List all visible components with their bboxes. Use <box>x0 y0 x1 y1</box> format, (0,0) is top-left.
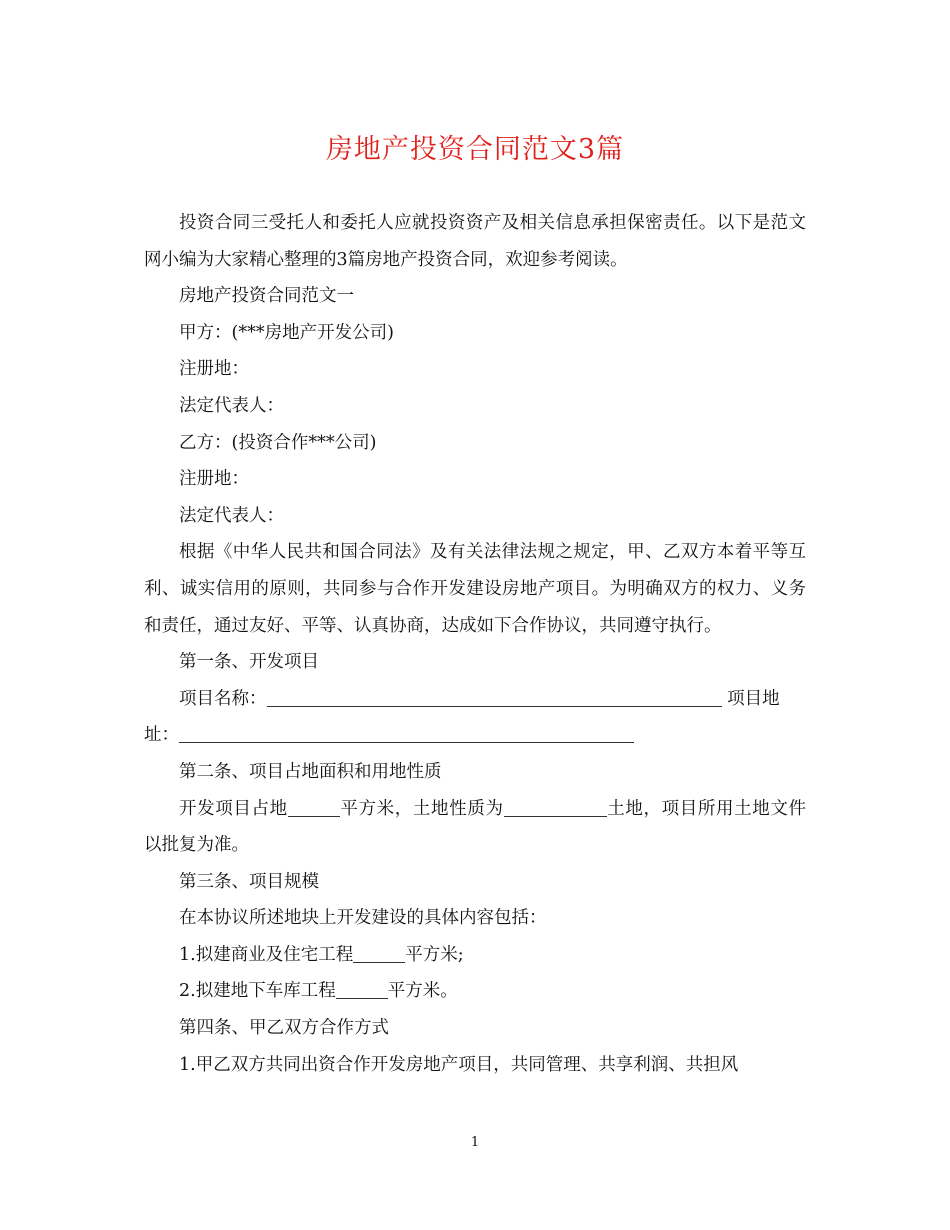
project-address-line <box>144 717 806 754</box>
article-4-item-1: 1.甲乙双方共同出资合作开发房地产项目，共同管理、共享利润、共担风 <box>179 1054 739 1075</box>
land-area-text-c: 土地，项目所用土地文件以批复为准。 <box>144 798 807 856</box>
article-2-heading: 第二条、项目占地面积和用地性质 <box>179 761 442 782</box>
land-area-blank <box>288 797 340 816</box>
article-3-heading: 第三条、项目规模 <box>179 871 319 892</box>
party-a-registered-address: 注册地： <box>179 359 249 380</box>
article-3-item-1 <box>144 937 806 974</box>
article-1-heading: 第一条、开发项目 <box>179 652 319 673</box>
party-b-legal-representative: 法定代表人： <box>179 505 284 526</box>
preamble-paragraph: 根据《中华人民共和国合同法》及有关法律法规之规定，甲、乙双方本着平等互利、诚实信用的原则，共同参与合作开发建设房地产项目。为明确双方的权力、义务和责任，通过友好、平等、认真协商，达成如下合作协议，共同遵守执行。 <box>144 542 806 636</box>
item-1-text-a: 1.拟建商业及住宅工程 <box>179 944 354 965</box>
document-title: 房地产投资合同范文3篇 <box>325 134 625 165</box>
land-area-text-b: 平方米，土地性质为 <box>339 798 504 819</box>
land-area-text-a: 开发项目占地 <box>179 798 288 819</box>
land-area-paragraph <box>144 791 806 864</box>
document-body <box>144 205 806 1083</box>
intro-paragraph: 投资合同三受托人和委托人应就投资资产及相关信息承担保密责任。以下是范文网小编为大家精心整理的3篇房地产投资合同，欢迎参考阅读。 <box>144 213 806 270</box>
section-title: 房地产投资合同范文一 <box>179 286 354 307</box>
party-b: 乙方：(投资合作***公司) <box>179 432 377 453</box>
project-name-label: 项目名称： <box>179 688 267 709</box>
project-address-label-a: 项目地 <box>727 688 780 709</box>
project-address-label-b: 址： <box>144 725 179 746</box>
project-address-blank <box>179 724 634 743</box>
land-type-blank <box>504 797 607 816</box>
item-1-blank <box>353 944 405 963</box>
article-4-heading: 第四条、甲乙双方合作方式 <box>179 1018 389 1039</box>
item-2-text-b: 平方米。 <box>387 981 458 1002</box>
item-2-blank <box>336 980 388 999</box>
article-3-item-2 <box>144 973 806 1010</box>
project-name-blank <box>267 687 722 706</box>
project-name-line <box>144 681 806 718</box>
party-a: 甲方：(***房地产开发公司) <box>179 322 394 343</box>
article-3-intro: 在本协议所述地块上开发建设的具体内容包括： <box>179 908 547 929</box>
item-1-text-b: 平方米; <box>405 944 464 965</box>
party-b-registered-address: 注册地： <box>179 469 249 490</box>
page-number: 1 <box>470 1135 480 1150</box>
party-a-legal-representative: 法定代表人： <box>179 395 284 416</box>
item-2-text-a: 2.拟建地下车库工程 <box>179 981 336 1002</box>
